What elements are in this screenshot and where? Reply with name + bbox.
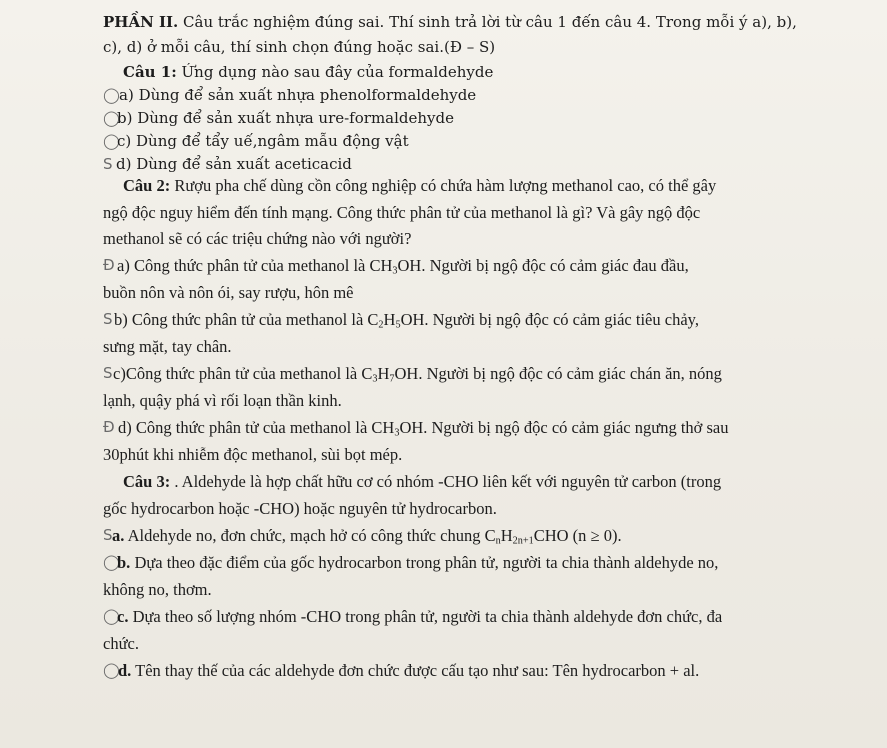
handwritten-s-mark: S — [103, 155, 113, 173]
part-intro-line-1: PHẦN II. Câu trắc nghiệm đúng sai. Thí sinh trả lời từ câu 1 đến câu 4. Trong mỗi ý a), b), — [103, 13, 797, 31]
q1-option-d: d) Dùng để sản xuất aceticacid — [116, 155, 352, 173]
q1-option-c: c) Dùng để tẩy uế,ngâm mẫu động vật — [117, 132, 409, 150]
q3-option-c-line-2: chức. — [103, 634, 139, 653]
handwritten-d-mark: Đ — [103, 256, 115, 274]
q1-option-a: a) Dùng để sản xuất nhựa phenolformaldehyde — [119, 86, 477, 104]
q2-option-c-line-1: c)Công thức phân tử của methanol là $C_3H_7OH$. Người bị ngộ độc có cảm giác chán ăn, nóng — [113, 364, 722, 385]
q3-option-c-line-1: c. Dựa theo số lượng nhóm -CHO trong phân tử, người ta chia thành aldehyde đơn chức, đa — [117, 607, 723, 626]
part-intro-line-2: c), d) ở mỗi câu, thí sinh chọn đúng hoặc sai.(Đ – S) — [103, 38, 496, 56]
q2-option-d-line-2: 30phút khi nhiễm độc methanol, sùi bọt mép. — [103, 445, 403, 464]
handwritten-circle-mark: ◯ — [103, 661, 120, 679]
q2-stem-line-3: methanol sẽ có các triệu chứng nào với người? — [103, 229, 412, 248]
q2-option-a-line-2: buồn nôn và nôn ói, say rượu, hôn mê — [103, 283, 354, 302]
q2-option-b-line-2: sưng mặt, tay chân. — [103, 337, 232, 356]
q3-option-b-line-2: không no, thơm. — [103, 580, 212, 599]
handwritten-circle-mark: ◯ — [103, 86, 120, 104]
q2-label: Câu 2: — [123, 176, 171, 195]
handwritten-circle-mark: ◯ — [103, 553, 120, 571]
q1-option-b: b) Dùng để sản xuất nhựa ure-formaldehyde — [117, 109, 454, 127]
handwritten-circle-mark: ◯ — [103, 132, 120, 150]
q2-option-c-line-2: lạnh, quậy phá vì rối loạn thần kinh. — [103, 391, 342, 410]
q1-label: Câu 1: — [123, 63, 177, 81]
q2-stem-line-2: ngộ độc nguy hiểm đến tính mạng. Công thức phân tử của methanol là gì? Và gây ngộ độc — [103, 203, 701, 222]
handwritten-s-mark: S — [103, 310, 113, 328]
q3-stem-line-1: Câu 3: . Aldehyde là hợp chất hữu cơ có nhóm -CHO liên kết với nguyên tử carbon (trong — [123, 472, 722, 491]
q2-option-a-line-1: a) Công thức phân tử của methanol là $CH_3OH$. Người bị ngộ độc có cảm giác đau đầu, — [117, 256, 689, 277]
q3-option-d: d. Tên thay thế của các aldehyde đơn chức được cấu tạo như sau: Tên hydrocarbon + al. — [118, 661, 700, 680]
q3-option-b-line-1: b. Dựa theo đặc điểm của gốc hydrocarbon trong phân tử, người ta chia thành aldehyde no, — [117, 553, 719, 572]
handwritten-s-mark: S — [103, 526, 113, 544]
q3-option-a: a. Aldehyde no, đơn chức, mạch hở có công thức chung $C_nH_{2n+1}CHO$ (n ≥ 0). — [112, 526, 622, 547]
q2-option-d-line-1: d) Công thức phân tử của methanol là $CH_3OH$. Người bị ngộ độc có cảm giác ngưng thở sau — [118, 418, 729, 439]
q2-option-b-line-1: b) Công thức phân tử của methanol là $C_2H_5OH$. Người bị ngộ độc có cảm giác tiêu chảy, — [114, 310, 699, 331]
handwritten-circle-mark: ◯ — [103, 607, 120, 625]
q3-label: Câu 3: — [123, 472, 171, 491]
q3-stem-line-2: gốc hydrocarbon hoặc -CHO) hoặc nguyên tử hydrocarbon. — [103, 499, 497, 518]
q2-stem-line-1: Câu 2: Rượu pha chế dùng cồn công nghiệp có chứa hàm lượng methanol cao, có thể gây — [123, 176, 717, 195]
part-title: PHẦN II. — [103, 13, 179, 31]
handwritten-circle-mark: ◯ — [103, 109, 120, 127]
handwritten-d-mark: Đ — [103, 418, 115, 436]
handwritten-s-mark: S — [103, 364, 113, 382]
q1-stem: Câu 1: Ứng dụng nào sau đây của formaldehyde — [123, 63, 494, 81]
